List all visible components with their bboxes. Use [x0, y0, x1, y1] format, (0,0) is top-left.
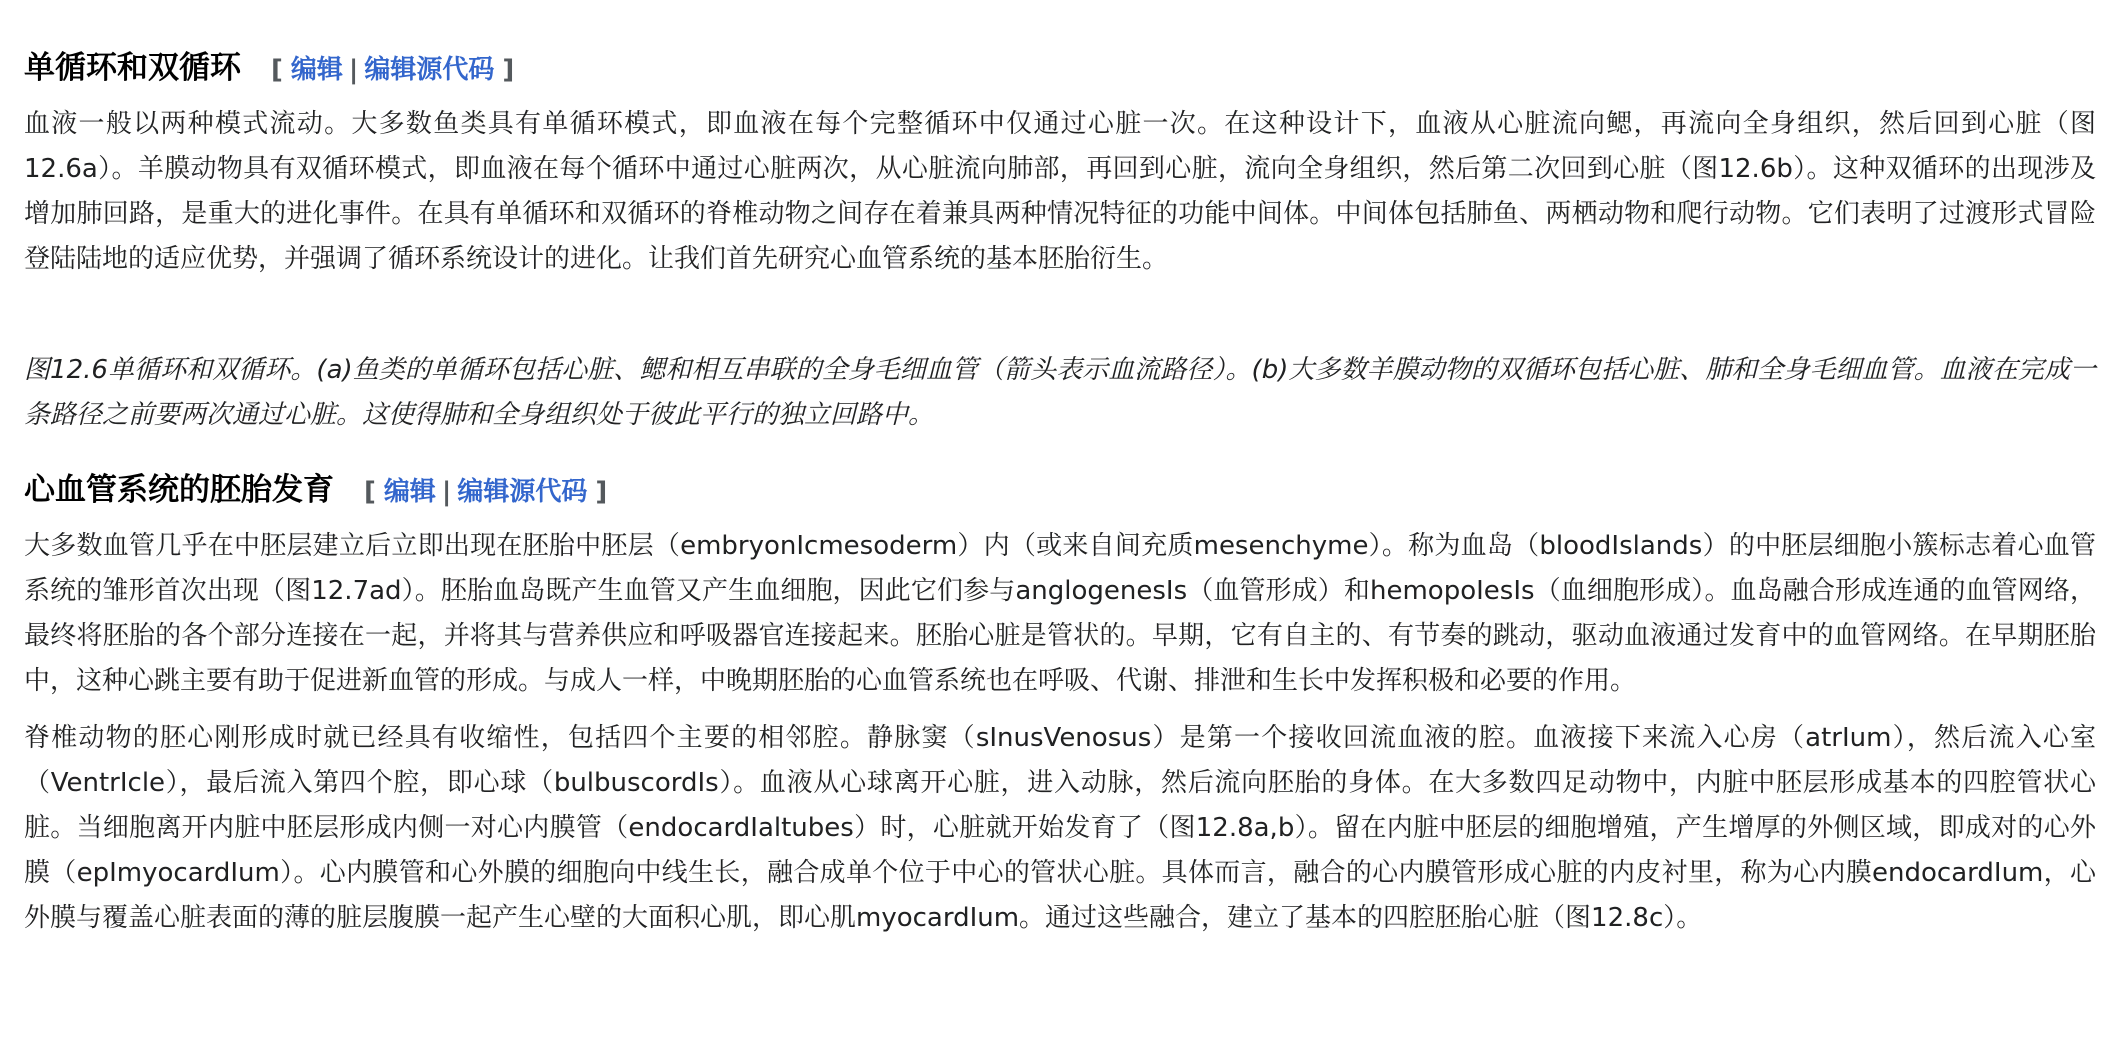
- section-heading-single-double-circulation: [24, 0, 2096, 92]
- section-heading-cardiovascular-embryology: [24, 438, 2096, 514]
- bracket-close: ]: [502, 55, 515, 85]
- section-title: 心血管系统的胚胎发育: [24, 472, 334, 508]
- paragraph: 脊椎动物的胚心刚形成时就已经具有收缩性，包括四个主要的相邻腔。静脉窦（sInusVenosus）是第一个接收回流血液的腔。血液接下来流入心房（atrIum），然后流入心室（VentrIcle），最后流入第四个腔，即心球（bulbuscordIs）。血液从心球离开心脏，进入动脉，然后流向胚胎的身体。在大多数四足动物中，内脏中胚层形成基本的四腔管状心脏。当细胞离开内脏中胚层形成内侧一对心内膜管（endocardIaltubes）时，心脏就开始发育了（图12.8a,b）。留在内脏中胚层的细胞增殖，产生增厚的外侧区域，即成对的心外膜（epImyocardIum）。心内膜管和心外膜的细胞向中线生长，融合成单个位于中心的管状心脏。具体而言，融合的心内膜管形成心脏的内皮衬里，称为心内膜endocardIum，心外膜与覆盖心脏表面的薄的脏层腹膜一起产生心壁的大面积心肌，即心肌myocardIum。通过这些融合，建立了基本的四腔胚胎心脏（图12.8c）。: [24, 723, 2096, 933]
- edit-links: [271, 48, 514, 92]
- paragraph: 血液一般以两种模式流动。大多数鱼类具有单循环模式，即血液在每个完整循环中仅通过心脏一次。在这种设计下，血液从心脏流向鳃，再流向全身组织，然后回到心脏（图12.6a）。羊膜动物具有双循环模式，即血液在每个循环中通过心脏两次，从心脏流向肺部，再回到心脏，流向全身组织，然后第二次回到心脏（图12.6b）。这种双循环的出现涉及增加肺回路，是重大的进化事件。在具有单循环和双循环的脊椎动物之间存在着兼具两种情况特征的功能中间体。中间体包括肺鱼、两栖动物和爬行动物。它们表明了过渡形式冒险登陆陆地的适应优势，并强调了循环系统设计的进化。让我们首先研究心血管系统的基本胚胎衍生。: [24, 109, 2096, 274]
- edit-source-link[interactable]: 编辑源代码: [457, 477, 588, 507]
- bracket-open: [: [364, 477, 376, 507]
- section-title: 单循环和双循环: [24, 50, 241, 86]
- figure-caption: 图12.6单循环和双循环。(a)鱼类的单循环包括心脏、鳃和相互串联的全身毛细血管（箭头表示血流路径）。(b)大多数羊膜动物的双循环包括心脏、肺和全身毛细血管。血液在完成一条路径之前要两次通过心脏。这使得肺和全身组织处于彼此平行的独立回路中。: [24, 355, 2096, 430]
- separator: |: [441, 477, 452, 507]
- edit-link[interactable]: 编辑: [383, 477, 436, 507]
- bracket-close: ]: [595, 477, 608, 507]
- edit-links: [364, 470, 607, 514]
- separator: |: [348, 55, 359, 85]
- edit-link[interactable]: 编辑: [290, 55, 343, 85]
- paragraph: 大多数血管几乎在中胚层建立后立即出现在胚胎中胚层（embryonIcmesoderm）内（或来自间充质mesenchyme）。称为血岛（bloodIslands）的中胚层细胞小簇标志着心血管系统的雏形首次出现（图12.7ad）。胚胎血岛既产生血管又产生血细胞，因此它们参与anglogenesIs（血管形成）和hemopoIesIs（血细胞形成）。血岛融合形成连通的血管网络，最终将胚胎的各个部分连接在一起，并将其与营养供应和呼吸器官连接起来。胚胎心脏是管状的。早期，它有自主的、有节奏的跳动，驱动血液通过发育中的血管网络。在早期胚胎中，这种心跳主要有助于促进新血管的形成。与成人一样，中晚期胚胎的心血管系统也在呼吸、代谢、排泄和生长中发挥积极和必要的作用。: [24, 531, 2096, 696]
- bracket-open: [: [271, 55, 283, 85]
- edit-source-link[interactable]: 编辑源代码: [364, 55, 495, 85]
